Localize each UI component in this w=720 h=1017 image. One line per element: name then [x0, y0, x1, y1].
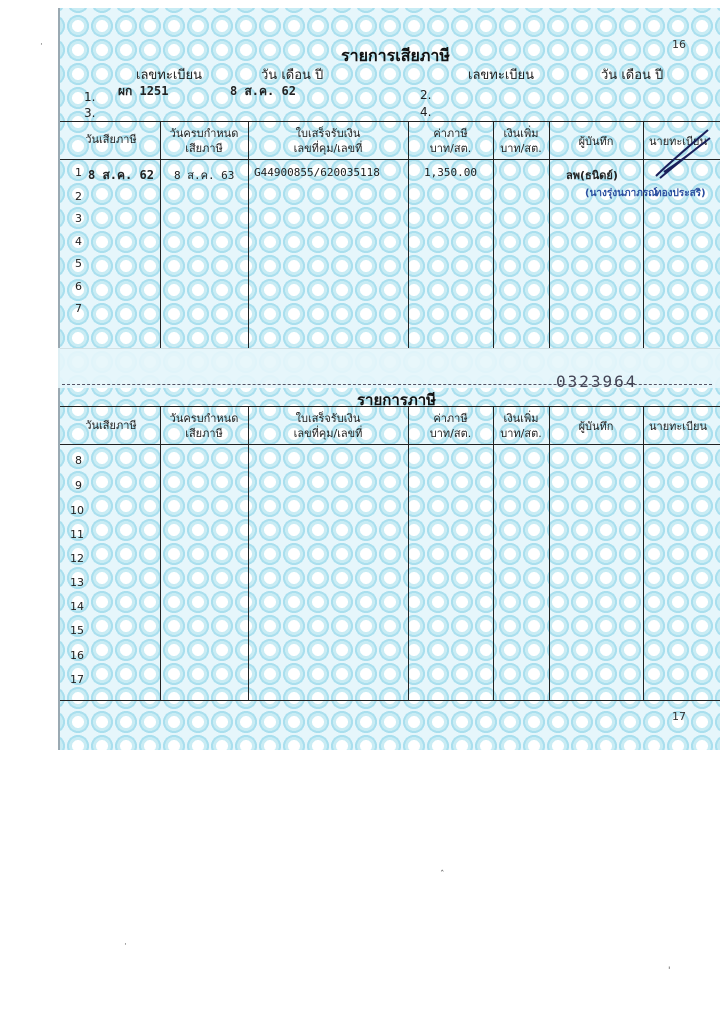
row-number: 6	[75, 280, 82, 293]
entry-receipt: G44900855/620035118	[254, 166, 380, 179]
table2-col-divider	[549, 406, 550, 700]
table1-col-divider	[643, 121, 644, 348]
slot-2: 2.	[420, 88, 432, 102]
date-label-1: วัน เดือน ปี	[261, 68, 324, 83]
col-fee-line2: บาท/สต.	[429, 427, 472, 440]
col-extra-line2: บาท/สต.	[500, 142, 542, 155]
row-number: 12	[70, 552, 84, 565]
section-title: รายการเสียภาษี	[341, 46, 450, 65]
col-registrar: นายทะเบียน	[649, 420, 708, 433]
col-tax-date: วันเสียภาษี	[85, 419, 137, 432]
col-due-line2: เสียภาษี	[185, 142, 223, 155]
table2-col-divider	[643, 406, 644, 700]
slot-3: 3.	[84, 106, 96, 120]
row-number: 15	[70, 624, 84, 637]
page-number-top: 16	[672, 38, 686, 51]
row-number: 13	[70, 576, 84, 589]
row-number: 7	[75, 302, 82, 315]
table2-col-divider	[408, 406, 409, 700]
col-fee-line1: ค่าภาษี	[433, 127, 468, 140]
entry-tax-date: 8 ส.ค. 62	[88, 168, 154, 182]
col-fee-line2: บาท/สต.	[429, 142, 472, 155]
registration-date: 8 ส.ค. 62	[230, 84, 296, 98]
row-number: 4	[75, 235, 82, 248]
col-recorder: ผู้บันทึก	[578, 420, 614, 433]
table2-top-border	[60, 406, 720, 407]
scan-speck: '	[668, 966, 671, 976]
entry-due-date: 8 ส.ค. 63	[174, 169, 235, 182]
table2-col-divider	[160, 406, 161, 700]
row-number: 16	[70, 649, 84, 662]
row-number: 17	[70, 673, 84, 686]
table2-col-divider	[248, 406, 249, 700]
col-fee-line1: ค่าภาษี	[433, 412, 468, 425]
registration-number: ผก 1251	[118, 84, 169, 98]
serial-number: 0323964	[556, 372, 638, 391]
col-registrar: นายทะเบียน	[649, 135, 708, 148]
table1-header-border	[60, 159, 720, 160]
reg-label-2: เลขทะเบียน	[468, 68, 535, 83]
table1-col-divider	[549, 121, 550, 348]
col-extra-line2: บาท/สต.	[500, 427, 542, 440]
col-due-line2: เสียภาษี	[185, 427, 223, 440]
col-receipt-line1: ใบเสร็จรับเงิน	[295, 127, 361, 140]
col-due-line1: วันครบกำหนด	[169, 127, 239, 140]
col-due-line1: วันครบกำหนด	[169, 412, 239, 425]
col-receipt-line2: เลขที่คุม/เลขที่	[293, 142, 363, 155]
col-recorder: ผู้บันทึก	[578, 135, 614, 148]
row-number: 10	[70, 504, 84, 517]
registrar-signature	[650, 124, 714, 184]
slot-1: 1.	[84, 90, 96, 104]
reg-label-1: เลขทะเบียน	[136, 68, 203, 83]
table2-col-divider	[493, 406, 494, 700]
section-title-2: รายการภาษี	[357, 391, 437, 409]
scan-speck: ·	[124, 940, 127, 950]
col-receipt-line1: ใบเสร็จรับเงิน	[295, 412, 361, 425]
entry-recorder: ลพ(ธนิดย์)	[566, 169, 618, 182]
page-number-bottom: 17	[672, 710, 686, 723]
row-number: 3	[75, 212, 82, 225]
scan-speck: ·	[40, 40, 43, 50]
scan-speck: ˆ	[440, 870, 445, 880]
col-receipt-line2: เลขที่คุม/เลขที่	[293, 427, 363, 440]
row-number: 5	[75, 257, 82, 270]
table2-header-border	[60, 444, 720, 445]
row-number: 11	[70, 528, 84, 541]
table1-top-border	[60, 121, 720, 122]
row-number: 1	[75, 166, 82, 179]
row-number: 8	[75, 454, 82, 467]
date-label-2: วัน เดือน ปี	[601, 68, 664, 83]
entry-fee: 1,350.00	[424, 166, 477, 179]
col-extra-line1: เงินเพิ่ม	[503, 127, 539, 140]
slot-4: 4.	[420, 105, 432, 119]
col-extra-line1: เงินเพิ่ม	[503, 412, 539, 425]
table2-bottom-border	[60, 700, 720, 701]
registrar-name-stamp: ทองประสริ)	[655, 188, 706, 199]
row-number: 14	[70, 600, 84, 613]
row-number: 9	[75, 479, 82, 492]
col-tax-date: วันเสียภาษี	[85, 133, 137, 146]
recorder-name-stamp: (นางรุ่งนภาภรณ์	[585, 188, 658, 199]
row-number: 2	[75, 190, 82, 203]
